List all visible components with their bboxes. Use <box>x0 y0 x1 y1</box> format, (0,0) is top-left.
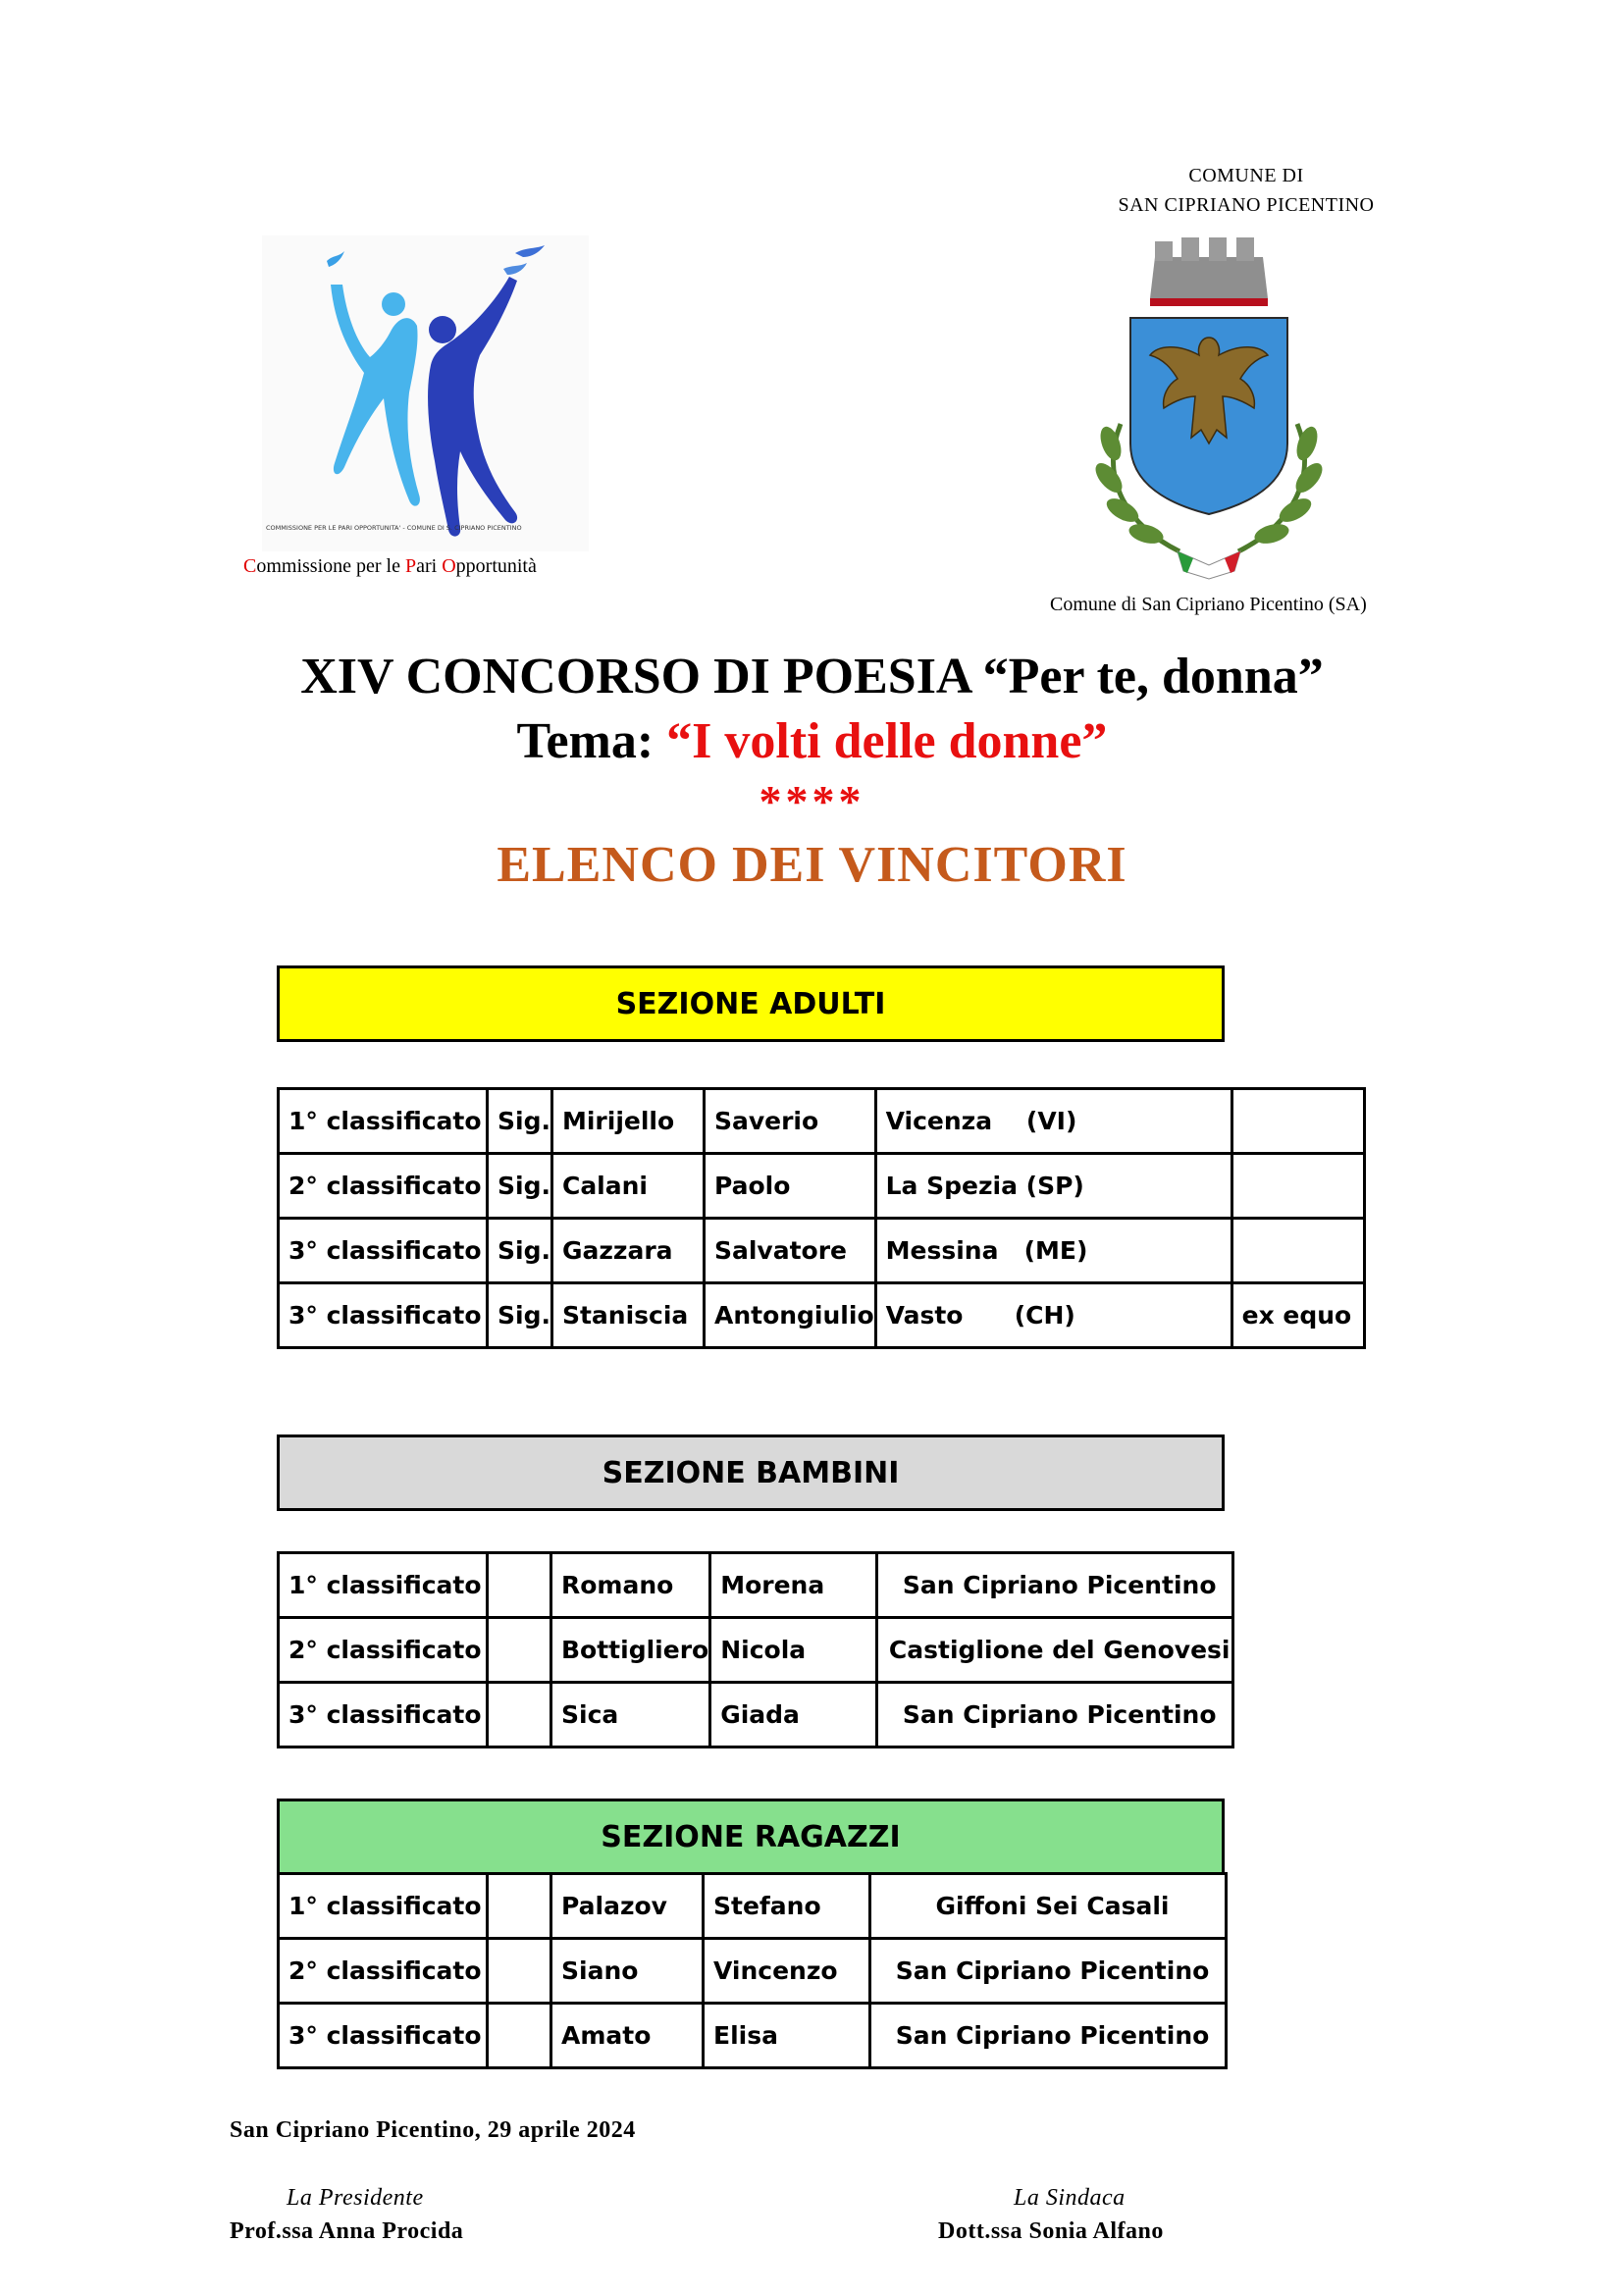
president-role: La Presidente <box>287 2185 424 2211</box>
logo-left-caption: Commissione per le Pari Opportunità <box>243 555 537 577</box>
adulti-winners-table <box>277 1087 1366 1349</box>
pari-opportunita-logo <box>262 235 589 551</box>
section-bambini-header: SEZIONE BAMBINI <box>277 1434 1225 1511</box>
table-row: 2° classificato Siano Vincenzo San Cipriano Picentino <box>279 1939 1227 2004</box>
table-row: 3° classificato Sica Giada San Cipriano Picentino <box>279 1683 1233 1747</box>
president-name: Prof.ssa Anna Procida <box>230 2218 464 2244</box>
coat-of-arms-icon <box>1062 228 1356 591</box>
table-row: 2° classificato Bottigliero Nicola Castiglione del Genovesi <box>279 1618 1233 1683</box>
separator-stars: **** <box>759 776 865 826</box>
table-row: 1° classificato Palazov Stefano Giffoni Sei Casali <box>279 1874 1227 1939</box>
mural-crown <box>1150 257 1268 298</box>
section-ragazzi-header: SEZIONE RAGAZZI <box>277 1799 1225 1875</box>
mayor-name: Dott.ssa Sonia Alfano <box>938 2218 1164 2244</box>
table-row: 3° classificato Sig. Gazzara Salvatore Messina (ME) <box>279 1219 1365 1283</box>
comune-title: COMUNE DI SAN CIPRIANO PICENTINO <box>1118 165 1375 216</box>
table-row: 2° classificato Sig. Calani Paolo La Spezia (SP) <box>279 1154 1365 1219</box>
mayor-role: La Sindaca <box>1014 2185 1126 2211</box>
table-row: 3° classificato Amato Elisa San Cipriano Picentino <box>279 2004 1227 2068</box>
bambini-winners-table <box>277 1551 1234 1748</box>
section-adulti-header: SEZIONE ADULTI <box>277 965 1225 1042</box>
table-row: 1° classificato Romano Morena San Cipriano Picentino <box>279 1553 1233 1618</box>
table-row: 3° classificato Sig. Staniscia Antongiulio Vasto (CH) ex equo <box>279 1283 1365 1348</box>
place-and-date: San Cipriano Picentino, 29 aprile 2024 <box>230 2117 636 2143</box>
winners-list-title: ELENCO DEI VINCITORI <box>497 837 1127 893</box>
contest-theme: Tema: “I volti delle donne” <box>516 713 1108 769</box>
contest-title: XIV CONCORSO DI POESIA “Per te, donna” <box>300 649 1324 704</box>
logo-inscription: COMMISSIONE PER LE PARI OPPORTUNITA' - COMUNE DI S. CIPRIANO PICENTINO <box>266 524 522 532</box>
logo-right-caption: Comune di San Cipriano Picentino (SA) <box>1050 594 1367 615</box>
ex-equo-note: ex equo <box>1231 1283 1364 1348</box>
ragazzi-winners-table <box>277 1872 1228 2069</box>
table-row: 1° classificato Sig. Mirijello Saverio Vicenza (VI) <box>279 1089 1365 1154</box>
